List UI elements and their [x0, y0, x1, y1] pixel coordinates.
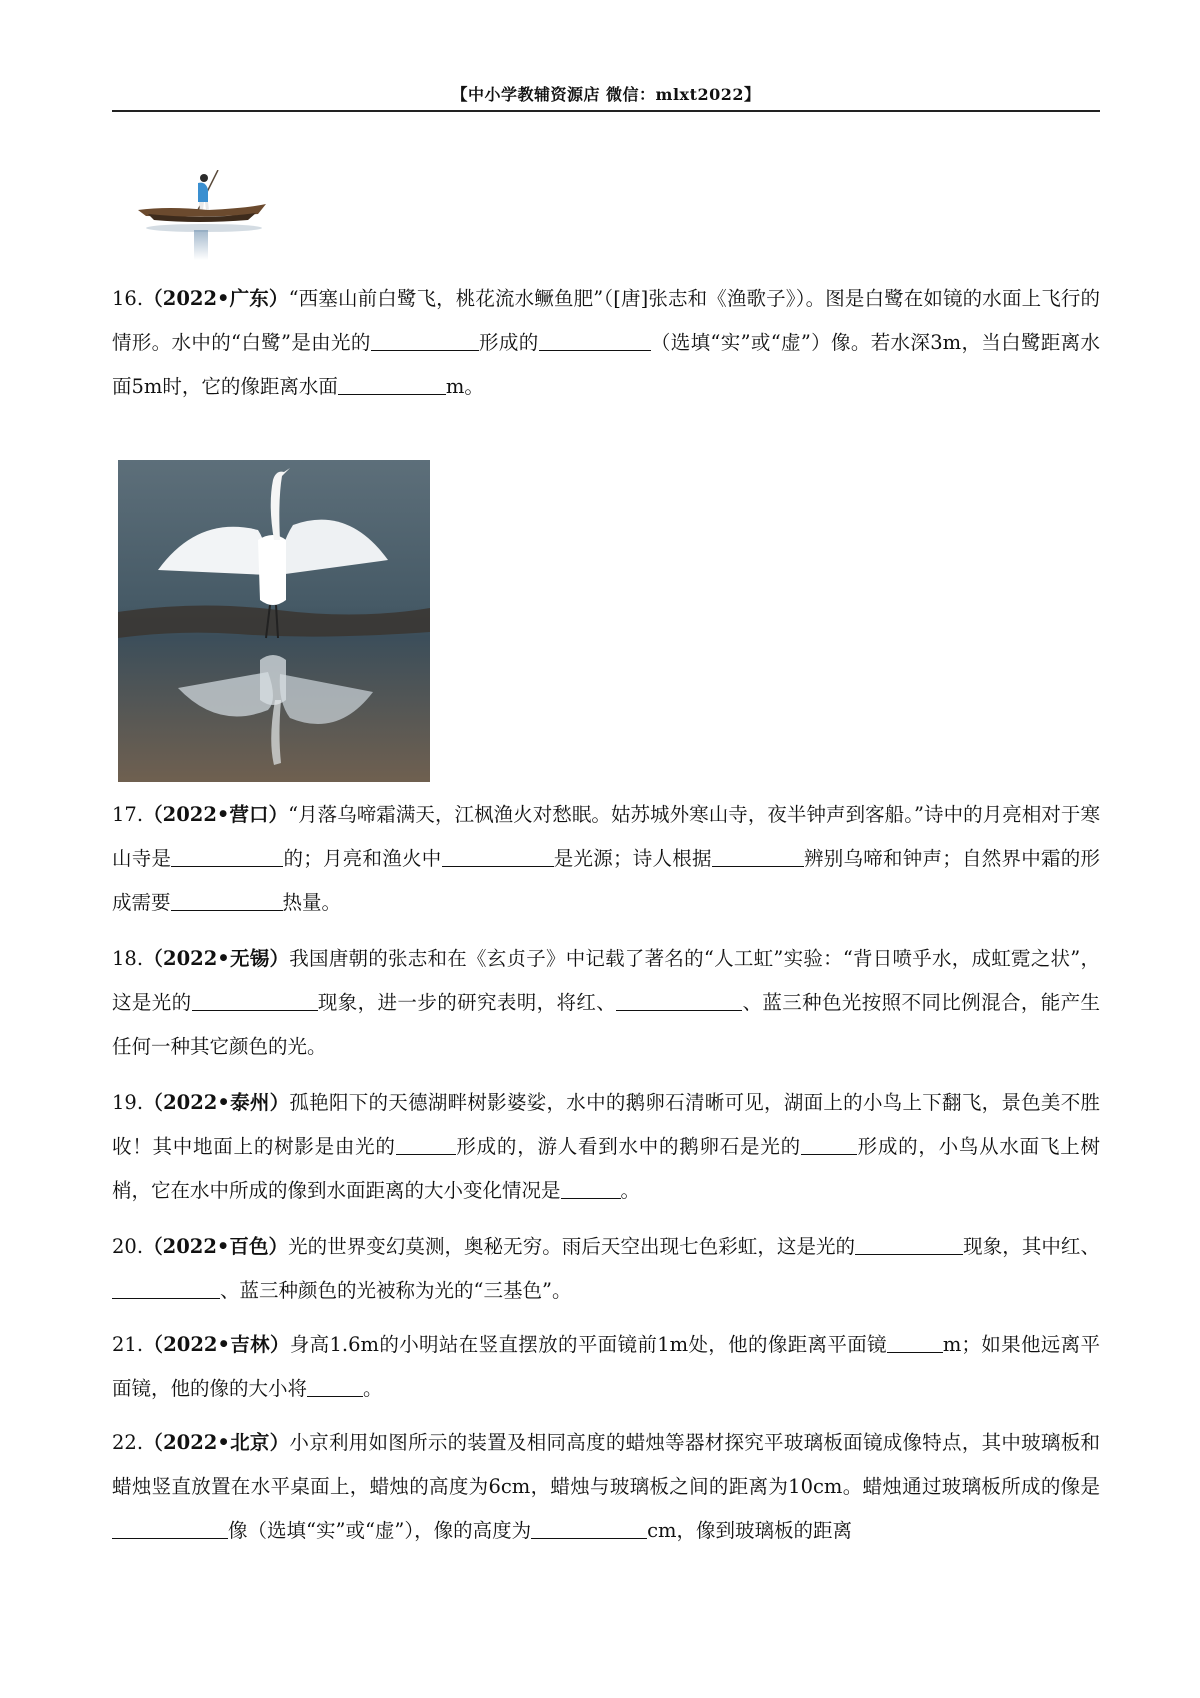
- answer-blank[interactable]: [855, 1234, 963, 1255]
- question-21: [112, 1323, 1100, 1411]
- answer-blank[interactable]: [801, 1134, 857, 1155]
- answer-blank[interactable]: [171, 890, 283, 911]
- question-number: 16.: [112, 287, 144, 310]
- question-20: [112, 1225, 1100, 1313]
- answer-blank[interactable]: [171, 846, 283, 867]
- question-number: 22.: [112, 1431, 144, 1454]
- question-text: 辨别乌啼和钟声；自然界中霜的形成需要: [112, 847, 1100, 914]
- question-text: 、蓝三种颜色的光被称为光的“三基色”。: [220, 1279, 572, 1302]
- question-18: [112, 937, 1100, 1069]
- question-17: [112, 793, 1100, 925]
- question-number: 19.: [112, 1091, 144, 1114]
- question-text: “月落乌啼霜满天，江枫渔火对愁眠。姑苏城外寒山寺，夜半钟声到客船。”诗中的月亮相对于寒山寺是: [112, 803, 1100, 870]
- header-rule: [112, 110, 1100, 112]
- question-text: 、蓝三种色光按照不同比例混合，能产生任何一种其它颜色的光。: [112, 991, 1100, 1058]
- question-text: 孤艳阳下的天德湖畔树影婆娑，水中的鹅卵石清晰可见，湖面上的小鸟上下翻飞，景色美不胜收！其中地面上的树影是由光的: [112, 1091, 1100, 1158]
- answer-blank[interactable]: [887, 1332, 943, 1353]
- answer-blank[interactable]: [338, 374, 446, 395]
- question-source-tag: （2022•营口）: [143, 803, 289, 826]
- answer-blank[interactable]: [531, 1518, 647, 1539]
- question-text: “西塞山前白鹭飞，桃花流水鳜鱼肥”（[唐]张志和《渔歌子》）。图是白鹭在如镜的水面上飞行的情形。水中的“白鹭”是由光的: [112, 287, 1100, 354]
- question-text: 。: [620, 1179, 641, 1202]
- answer-blank[interactable]: [442, 846, 554, 867]
- answer-blank[interactable]: [112, 1278, 220, 1299]
- question-text: 。: [363, 1377, 383, 1400]
- question-source-tag: （2022•广东）: [143, 287, 289, 310]
- question-text: 现象，其中红、: [963, 1235, 1100, 1258]
- answer-blank[interactable]: [712, 846, 804, 867]
- page-header: 【中小学教辅资源店 微信：mlxt2022】: [451, 85, 761, 104]
- answer-blank[interactable]: [371, 330, 479, 351]
- answer-blank[interactable]: [112, 1518, 228, 1539]
- question-text: 小京利用如图所示的装置及相同高度的蜡烛等器材探究平玻璃板面镜成像特点，其中玻璃板和蜡烛竖直放置在水平桌面上，蜡烛的高度为6cm，蜡烛与玻璃板之间的距离为10cm。蜡烛通过玻璃板所成的像是: [112, 1431, 1100, 1498]
- question-source-tag: （2022•泰州）: [143, 1091, 290, 1114]
- question-text: （选填“实”或“虚”）像。若水深3m，当白鹭距离水面5m时，它的像距离水面: [112, 331, 1100, 398]
- question-text: m。: [445, 375, 484, 398]
- question-19: [112, 1081, 1100, 1213]
- question-text: 现象，进一步的研究表明，将红、: [317, 991, 617, 1014]
- question-text: 形成的: [478, 331, 539, 354]
- question-source-tag: （2022•吉林）: [143, 1333, 290, 1356]
- answer-blank[interactable]: [192, 990, 318, 1011]
- question-text: m；如果他远离平面镜，他的像的大小将: [112, 1333, 1100, 1400]
- answer-blank[interactable]: [616, 990, 742, 1011]
- question-text: 形成的，游人看到水中的鹅卵石是光的: [455, 1135, 801, 1158]
- question-text: 热量。: [282, 891, 342, 914]
- question-text: 形成的，小鸟从水面飞上树梢，它在水中所成的像到水面距离的大小变化情况是: [112, 1135, 1100, 1202]
- question-text: 我国唐朝的张志和在《玄贞子》中记载了著名的“人工虹”实验：“背日喷乎水，成虹霓之状”，这是光的: [112, 947, 1100, 1014]
- boat-fisherman-image: [138, 170, 278, 270]
- question-text: 光的世界变幻莫测，奥秘无穷。雨后天空出现七色彩虹，这是光的: [288, 1235, 856, 1258]
- question-number: 18.: [112, 947, 144, 970]
- egret-reflection-image: [118, 460, 430, 782]
- question-number: 20.: [112, 1235, 144, 1258]
- question-number: 21.: [112, 1333, 144, 1356]
- question-16: [112, 277, 1100, 409]
- question-text: 身高1.6m的小明站在竖直摆放的平面镜前1m处，他的像距离平面镜: [289, 1333, 887, 1356]
- question-22: [112, 1421, 1100, 1553]
- question-text: 的；月亮和渔火中: [283, 847, 442, 870]
- answer-blank[interactable]: [307, 1376, 363, 1397]
- question-source-tag: （2022•北京）: [143, 1431, 290, 1454]
- question-source-tag: （2022•百色）: [143, 1235, 289, 1258]
- answer-blank[interactable]: [396, 1134, 456, 1155]
- question-text: 是光源；诗人根据: [553, 847, 712, 870]
- answer-blank[interactable]: [539, 330, 651, 351]
- question-number: 17.: [112, 803, 144, 826]
- question-text: 像（选填“实”或“虚”），像的高度为: [228, 1519, 532, 1542]
- answer-blank[interactable]: [561, 1178, 621, 1199]
- question-source-tag: （2022•无锡）: [143, 947, 290, 970]
- question-text: cm，像到玻璃板的距离: [647, 1519, 853, 1542]
